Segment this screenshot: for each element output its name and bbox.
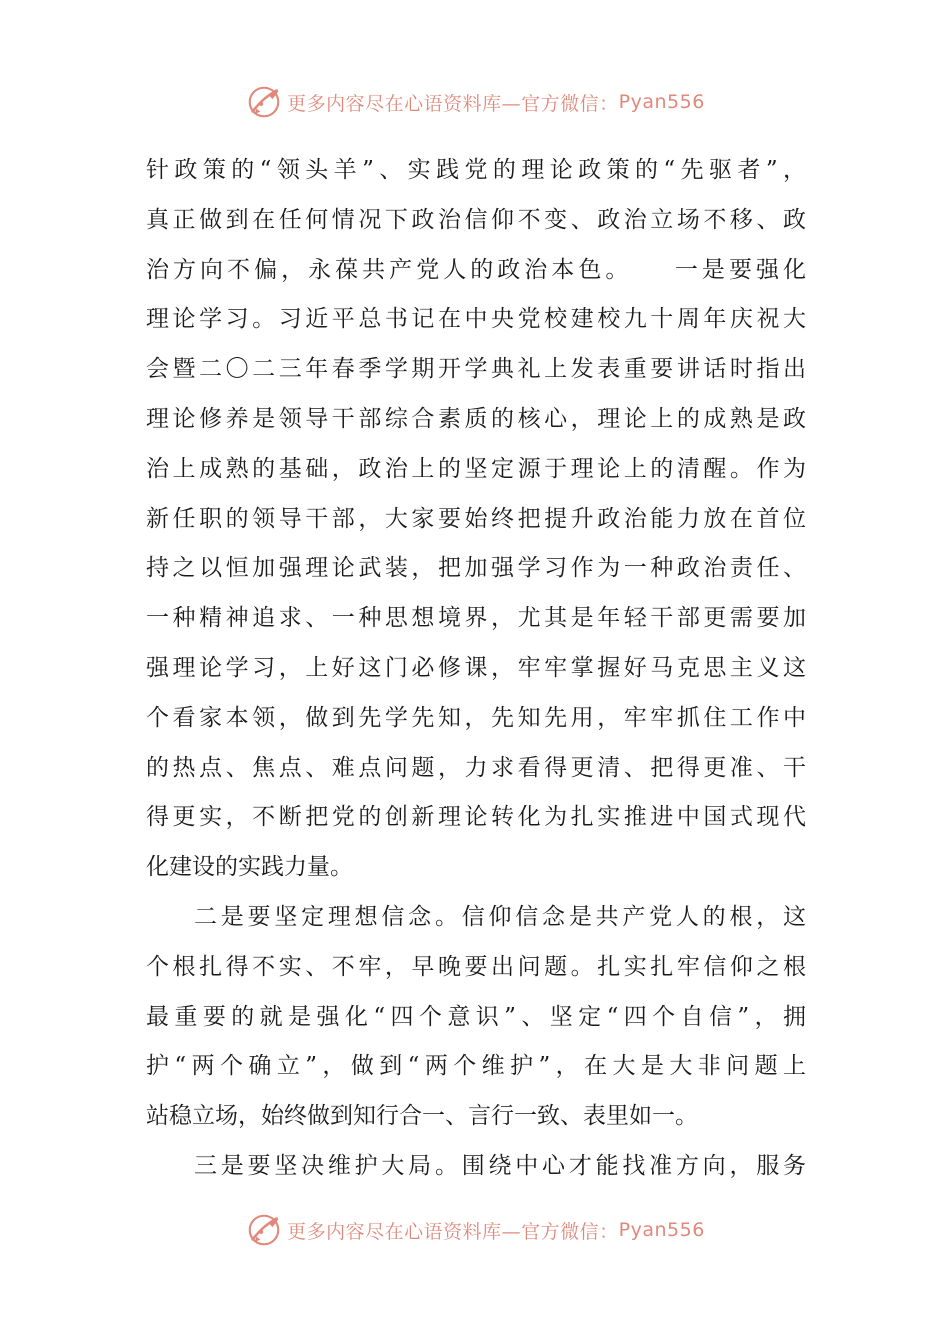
text-line-18: 最重要的就是强化“四个意识”、坚定“四个自信”，拥 bbox=[146, 1003, 806, 1030]
text-line-7: 治上成熟的基础，政治上的坚定源于理论上的清醒。作为 bbox=[146, 455, 806, 482]
text-line-6: 理论修养是领导干部综合素质的核心，理论上的成熟是政 bbox=[146, 405, 806, 432]
footer-watermark bbox=[0, 1208, 950, 1252]
text-line-11: 强理论学习，上好这门必修课，牢牢掌握好马克思主义这 bbox=[146, 654, 806, 681]
document-body bbox=[146, 146, 806, 1192]
watermark-text: 更多内容尽在心语资料库—官方微信： bbox=[287, 92, 619, 115]
text-line-8: 新任职的领导干部，大家要始终把提升政治能力放在首位 bbox=[146, 505, 806, 532]
text-line-14: 得更实，不断把党的创新理论转化为扎实推进中国式现代 bbox=[146, 804, 806, 831]
text-line-5: 会暨二〇二三年春季学期开学典礼上发表重要讲话时指出 bbox=[146, 356, 806, 383]
pen-ink-logo-icon bbox=[245, 83, 283, 121]
text-line-15: 化建设的实践力量。 bbox=[146, 854, 353, 881]
text-line-17: 个根扎得不实、不牢，早晚要出问题。扎实扎牢信仰之根 bbox=[146, 953, 806, 980]
text-line-20: 站稳立场，始终做到知行合一、言行一致、表里如一。 bbox=[146, 1103, 698, 1130]
text-line-1: 针政策的“领头羊”、实践党的理论政策的“先驱者”， bbox=[146, 157, 806, 183]
header-watermark bbox=[0, 80, 950, 124]
text-line-2: 真正做到在任何情况下政治信仰不变、政治立场不移、政 bbox=[146, 206, 806, 233]
text-line-4: 理论学习。习近平总书记在中央党校建校九十周年庆祝大 bbox=[146, 306, 806, 333]
text-line-13: 的热点、焦点、难点问题，力求看得更清、把得更准、干 bbox=[146, 754, 806, 781]
text-line-10: 一种精神追求、一种思想境界，尤其是年轻干部更需要加 bbox=[146, 605, 806, 632]
watermark-wechat-id: Pyan556 bbox=[618, 1219, 705, 1241]
text-line-12: 个看家本领，做到先学先知，先知先用，牢牢抓住工作中 bbox=[146, 704, 806, 731]
pen-ink-logo-icon bbox=[245, 1211, 283, 1249]
text-line-9: 持之以恒加强理论武装，把加强学习作为一种政治责任、 bbox=[146, 555, 806, 582]
text-line-3: 治方向不偏，永葆共产党人的政治本色。 一是要强化 bbox=[146, 256, 806, 283]
text-line-19: 护“两个确立”，做到“两个维护”，在大是大非问题上 bbox=[146, 1053, 806, 1080]
watermark-wechat-id: Pyan556 bbox=[618, 91, 705, 113]
text-line-21: 三是要坚决维护大局。围绕中心才能找准方向，服务 bbox=[194, 1152, 806, 1179]
text-line-16: 二是要坚定理想信念。信仰信念是共产党人的根，这 bbox=[194, 903, 806, 930]
watermark-text: 更多内容尽在心语资料库—官方微信： bbox=[287, 1220, 619, 1243]
